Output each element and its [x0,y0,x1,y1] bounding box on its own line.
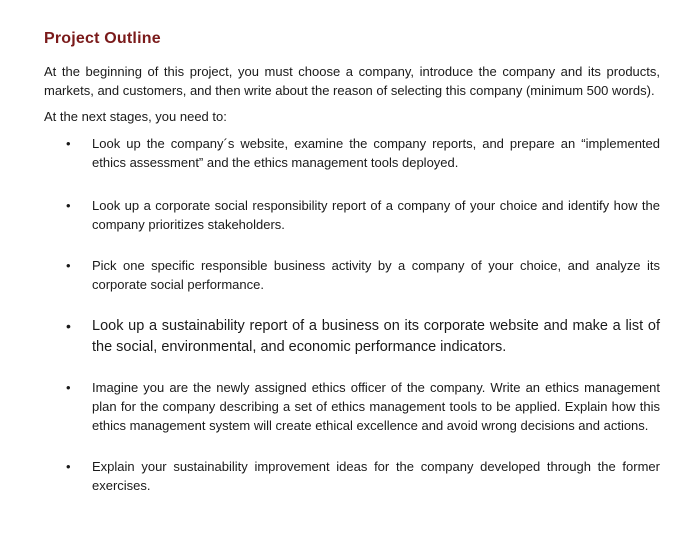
list-item [44,256,660,294]
list-item [44,134,660,172]
bullet-icon: • [66,459,71,474]
bullet-icon: • [66,136,71,151]
bullet-icon: • [66,258,71,273]
list-item [44,316,660,358]
list-item [44,196,660,234]
page-title: Project Outline [44,30,161,47]
task-list [44,134,660,495]
task-text: Imagine you are the newly assigned ethics officer of the company. Write an ethics management plan for the company describing a set of ethics management tools to be applied. Explain how this ethics management system will create ethical excellence and avoid wrong decisions and actions. [92,380,660,433]
task-text: Look up a sustainability report of a business on its corporate website and make a list of the social, environmental, and economic performance indicators. [92,318,660,355]
document-page [44,30,660,495]
bullet-icon: • [66,380,71,395]
bullet-icon: • [66,318,71,334]
task-text: Pick one specific responsible business activity by a company of your choice, and analyze its corporate social performance. [92,258,660,292]
task-text: Look up a corporate social responsibility report of a company of your choice and identify how the company prioritizes stakeholders. [92,198,660,232]
intro-paragraph: At the beginning of this project, you must choose a company, introduce the company and its products, markets, and customers, and then write about the reason of selecting this company (minimum 500 words). [44,64,660,98]
list-item [44,378,660,435]
next-stages-text: At the next stages, you need to: [44,109,227,124]
task-text: Explain your sustainability improvement ideas for the company developed through the former exercises. [92,459,660,493]
bullet-icon: • [66,198,71,213]
task-text: Look up the company´s website, examine the company reports, and prepare an “implemented ethics assessment” and the ethics management tools deployed. [92,136,660,170]
list-item [44,457,660,495]
